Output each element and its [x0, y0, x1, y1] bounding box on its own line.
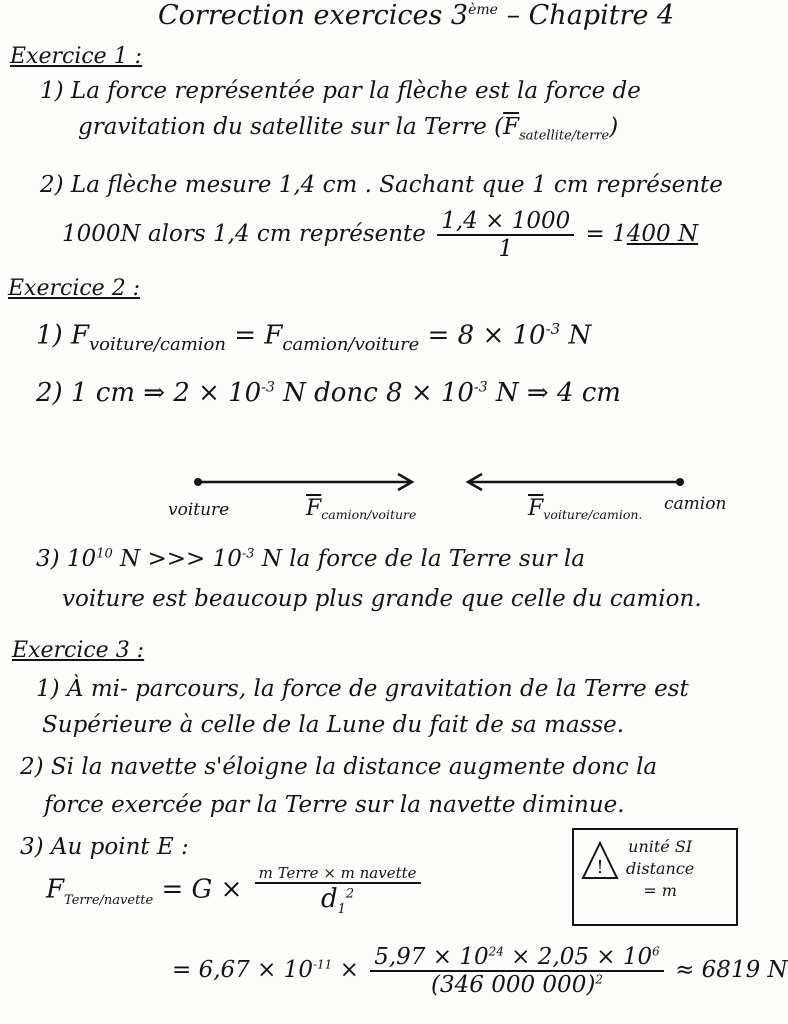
ex2-q1-line [36, 320, 591, 355]
ex2-q2-exp1: -3 [261, 379, 275, 396]
ex3-q3-line1: 3) Au point E : [20, 834, 189, 860]
note-line3: = m [643, 881, 677, 900]
ex2-q2-text1: 2) 1 cm ⇒ 2 × 10 [36, 378, 262, 408]
ex1-q2-eq: = 1 [585, 221, 627, 247]
arrow-camion-voiture [194, 474, 412, 490]
ex3-calc-fraction [370, 944, 664, 998]
label-voiture: voiture [168, 500, 230, 520]
note-line2: distance [626, 859, 695, 878]
ex2-q1-F1: F [70, 320, 89, 351]
ex2-q2-line [36, 378, 621, 408]
ex1-q2-fraction [437, 208, 574, 262]
ex3-calc-den [370, 972, 664, 998]
label-F2-sub: voiture/camion. [543, 507, 643, 522]
ex3-calc-den-exp: 2 [595, 972, 603, 987]
ex3-formula-den-sub: 1 [337, 902, 346, 918]
title-tail: – Chapitre 4 [506, 0, 675, 31]
ex3-calc-den-value: (346 000 000) [431, 972, 596, 998]
ex2-q1-sub1: voiture/camion [89, 333, 226, 355]
ex2-q3-c: N la force de la Terre sur la [261, 546, 585, 572]
ex3-formula-den-d: d [320, 884, 338, 914]
ex3-calc-exp: -11 [312, 957, 333, 972]
ex3-calc-num-b: × 2,05 × 10 [511, 944, 653, 970]
label-F1-sub: camion/voiture [321, 507, 417, 522]
page-title [158, 0, 674, 31]
label-F1: $\overline{F}$ [306, 496, 322, 521]
ex2-q2-text3: N ⇒ 4 cm [495, 378, 621, 408]
label-F2: $\overline{F}$ [528, 496, 544, 521]
ex3-heading: Exercice 3 : [12, 638, 145, 663]
ex2-q3-line1 [36, 546, 585, 572]
ex2-q2-text2: N donc 8 × 10 [283, 378, 474, 408]
ex1-q1-line2-text: gravitation du satellite sur la Terre ( [78, 114, 504, 140]
vector-F-satellite: $\overline{F}$ [503, 114, 520, 140]
ex3-formula-den-sup: 2 [345, 886, 355, 902]
ex3-calc-num-exp1: 24 [488, 944, 504, 959]
ex2-q1-eq1: = [234, 320, 257, 351]
ex1-q1-close: ) [609, 114, 619, 140]
ex1-q2-line1: 2) La flèche mesure 1,4 cm . Sachant que 1 cm représente [40, 172, 723, 198]
ex3-calc-b: × [339, 957, 359, 983]
ex3-formula-F: F [46, 874, 65, 905]
ex3-formula-num: m Terre × m navette [255, 864, 421, 884]
ex2-q1-exp: -3 [545, 320, 561, 338]
ex2-q1-eq2: = 8 × 10 [427, 320, 546, 351]
title-main: Correction exercices 3 [158, 0, 469, 31]
ex3-q2-line2: force exercée par la Terre sur la navette diminue. [44, 792, 625, 818]
ex2-heading: Exercice 2 : [8, 276, 141, 301]
ex1-q2-line2 [62, 208, 698, 262]
ex1-q1-line1: 1) La force représentée par la flèche est la force de [40, 78, 641, 104]
ex1-q2-frac-den: 1 [498, 236, 514, 262]
ex2-q3-exp2: -3 [241, 546, 255, 562]
ex3-formula-eq: = G × [161, 874, 243, 905]
ex2-q1-sub2: camion/voiture [282, 333, 420, 355]
ex3-q1-line1: 1) À mi- parcours, la force de gravitation de la Terre est [36, 676, 689, 702]
ex2-q3-line2: voiture est beaucoup plus grande que celle du camion. [62, 586, 702, 612]
ex2-q1-num: 1) [36, 320, 63, 351]
label-camion: camion [664, 494, 727, 514]
ex3-formula-sub: Terre/navette [64, 892, 154, 908]
ex3-q2-line1: 2) Si la navette s'éloigne la distance augmente donc la [20, 754, 658, 780]
ex2-q3-exp1: 10 [96, 546, 113, 562]
arrow-voiture-camion [468, 474, 684, 490]
ex1-q2-result: 400 N [626, 221, 699, 247]
ex2-q1-F2: F [264, 320, 283, 351]
ex3-calc [172, 944, 788, 998]
warning-icon [580, 840, 620, 882]
ex2-q2-exp2: -3 [473, 379, 488, 396]
ex3-calc-num-a: 5,97 × 10 [374, 944, 489, 970]
ex3-formula-fraction [255, 864, 421, 917]
ex3-calc-num-exp2: 6 [652, 944, 660, 959]
ex1-q1-line2 [78, 114, 618, 144]
ex2-q3-a: 3) 10 [36, 546, 97, 572]
warning-icon-mark: ! [596, 857, 604, 878]
title-sup: ème [468, 2, 498, 18]
ex2-q1-unit: N [568, 320, 592, 351]
ex3-formula [46, 864, 425, 917]
ex3-calc-result: ≈ 6819 N [675, 957, 788, 983]
ex1-heading: Exercice 1 : [10, 44, 143, 69]
si-unit-note-text [626, 836, 694, 902]
label-F-voiture-camion [528, 496, 642, 522]
ex1-q2-frac-num: 1,4 × 1000 [437, 208, 574, 236]
ex3-calc-a: = 6,67 × 10 [172, 957, 313, 983]
ex3-q1-line2: Supérieure à celle de la Lune du fait de sa masse. [42, 712, 625, 738]
ex1-q2-line2-text: 1000N alors 1,4 cm représente [62, 221, 426, 247]
si-unit-note-box [572, 828, 738, 926]
ex3-calc-num [370, 944, 664, 972]
label-F-camion-voiture [306, 496, 416, 522]
ex2-q3-b: N >>> 10 [120, 546, 242, 572]
ex1-q1-sub: satellite/terre [519, 128, 610, 144]
ex3-formula-den [255, 884, 421, 917]
note-line1: unité SI [628, 837, 693, 856]
